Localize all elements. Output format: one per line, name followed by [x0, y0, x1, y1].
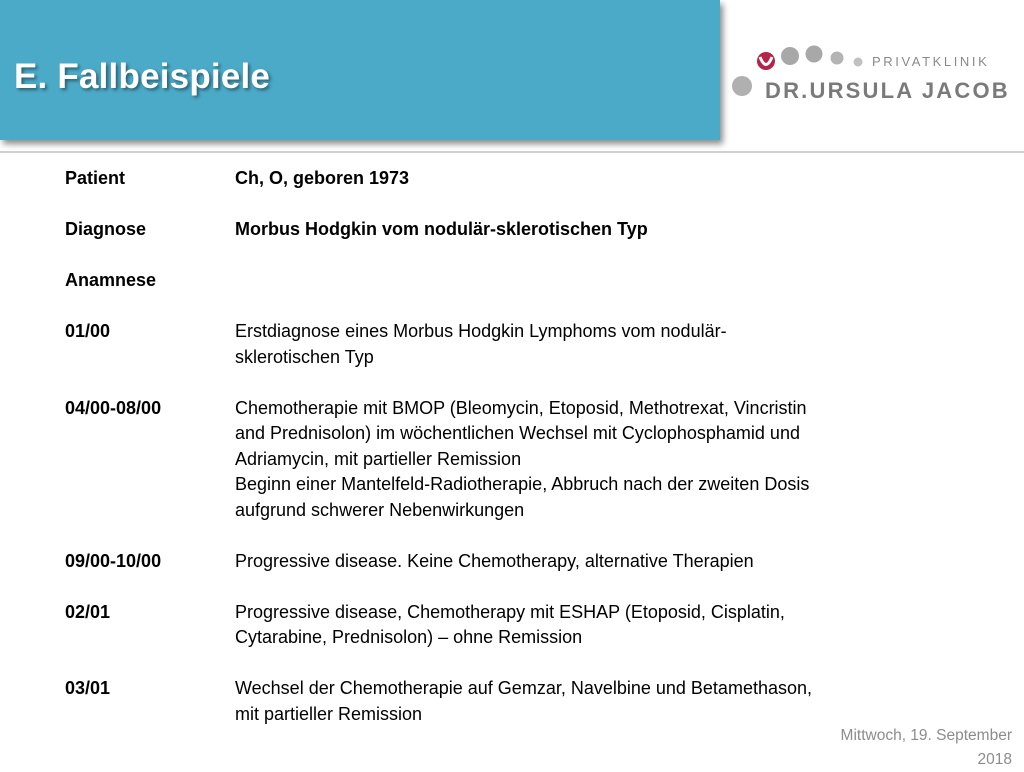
patient-value: Ch, O, geboren 1973: [235, 168, 410, 188]
entry-date: 01/00: [65, 321, 111, 341]
entry-line: sklerotischen Typ: [235, 346, 374, 367]
entry-line: Progressive disease, Chemotherapy mit ESHAP (Etoposid, Cisplatin,: [235, 601, 785, 622]
entry-line: mit partieller Remission: [235, 703, 423, 724]
case-content: [65, 166, 945, 727]
diagnosis-value: Morbus Hodgkin vom nodulär-sklerotischen Typ: [235, 219, 648, 239]
footer-date-line1: Mittwoch, 19. September: [840, 727, 1012, 744]
footer-date-line2: 2018: [977, 751, 1012, 768]
anamnesis-label: Anamnese: [65, 270, 157, 290]
entry-date: 04/00-08/00: [65, 397, 162, 418]
entry-line: Wechsel der Chemotherapie auf Gemzar, Navelbine und Betamethason,: [235, 678, 812, 698]
entry-date: 03/01: [65, 678, 111, 698]
entry-line: Cytarabine, Prednisolon) – ohne Remission: [235, 627, 583, 647]
entry-line: Beginn einer Mantelfeld-Radiotherapie, Abbruch nach der zweiten Dosis: [235, 474, 810, 494]
entry-line: Adriamycin, mit partieller Remission: [235, 448, 522, 469]
entry-date: 09/00-10/00: [65, 550, 162, 571]
anamnesis-entry: [65, 676, 945, 727]
diagnosis-label: Diagnose: [65, 219, 147, 239]
entry-line: Chemotherapie mit BMOP (Bleomycin, Etoposid, Methotrexat, Vincristin: [235, 397, 807, 418]
slide-title: E. Fallbeispiele: [14, 57, 271, 96]
entry-line: Erstdiagnose eines Morbus Hodgkin Lymphoms vom nodulär-: [235, 321, 727, 341]
entry-date: 02/01: [65, 601, 111, 622]
footer-date: [772, 724, 1012, 772]
entry-line: and Prednisolon) im wöchentlichen Wechsel mit Cyclophosphamid und: [235, 423, 800, 443]
title-bar: [0, 0, 720, 140]
logo-main-text: DR.URSULA JACOB: [765, 78, 1010, 103]
anamnesis-row: [65, 268, 945, 294]
anamnesis-entry: [65, 396, 945, 524]
patient-row: [65, 166, 945, 192]
header-divider: [0, 151, 1024, 153]
entry-line: Progressive disease. Keine Chemotherapy, alternative Therapien: [235, 550, 754, 571]
anamnesis-entry: [65, 600, 945, 651]
patient-label: Patient: [65, 168, 126, 188]
diagnosis-row: [65, 217, 945, 243]
entry-line: aufgrund schwerer Nebenwirkungen: [235, 499, 525, 520]
anamnesis-entry: [65, 549, 945, 575]
clinic-logo: [725, 40, 1015, 110]
logo-top-text: PRIVATKLINIK: [872, 54, 990, 69]
anamnesis-entry: [65, 319, 945, 370]
